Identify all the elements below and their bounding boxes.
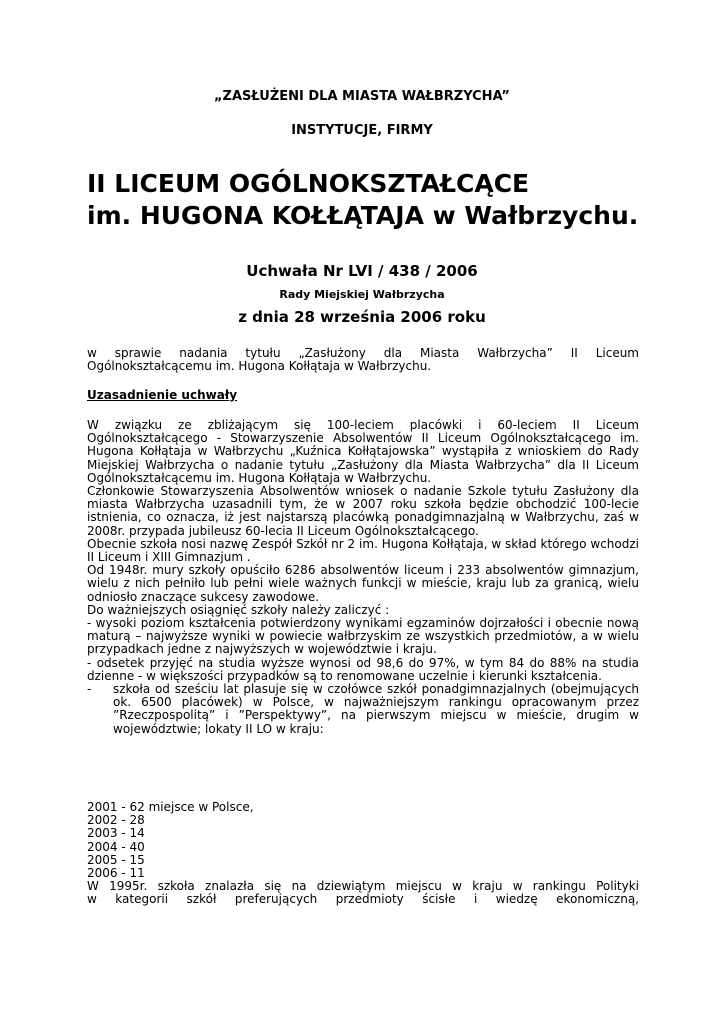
- section-heading: Uzasadnienie uchwały: [87, 388, 238, 402]
- document-title: [87, 168, 638, 232]
- ranking-line: 2002 - 28: [87, 813, 145, 828]
- title-line-2: im. HUGONA KOŁŁĄTAJA w Wałbrzychu.: [87, 201, 639, 230]
- list-marker: -: [87, 682, 92, 697]
- title-line-1: II LICEUM OGÓLNOKSZTAŁCĄCE: [87, 169, 530, 198]
- header-subtitle: INSTYTUCJE, FIRMY: [291, 123, 433, 138]
- paragraph: Od 1948r. mury szkoły opuściło 6286 absolwentów liceum i 233 absolwentów gimnazjum, wielu z nich pełniło lub pełni wiele ważnych funkcji w mieście, kraju lub za granicą, wielu odniosło znaczące sukcesy zawodowe.: [87, 563, 639, 604]
- ranking-line: 2003 - 14: [87, 826, 145, 841]
- ranking-line: 2005 - 15: [87, 852, 145, 867]
- intro-paragraph: w sprawie nadania tytułu „Zasłużony dla Miasta Wałbrzycha” II Liceum Ogólnokształcącemu im. Hugona Kołłątaja w Wałbrzychu.: [87, 346, 639, 374]
- justification-text: [87, 419, 639, 736]
- rankings-list: [87, 801, 639, 907]
- ranking-line: 2006 - 11: [87, 866, 145, 881]
- resolution-date: z dnia 28 września 2006 roku: [238, 308, 486, 326]
- closing-line: W 1995r. szkoła znalazła się na dziewiątym miejscu w kraju w rankingu Polityki: [87, 879, 639, 894]
- ranking-line: 2001 - 62 miejsce w Polsce,: [87, 800, 254, 814]
- header-title: „ZASŁUŻENI DLA MIASTA WAŁBRZYCHA”: [214, 89, 510, 104]
- list-item-text: szkoła od sześciu lat plasuje się w czołówce szkół ponadgimnazjalnych (obejmujących ok. 6500 placówek) w Polsce, w najważniejszym rankingu opracowanym przez ”Rzeczpospolitą” i ”Perspektywy”, na pierwszym miejscu w mieście, drugim w województwie; lokaty II LO w kraju:: [113, 682, 639, 736]
- paragraph: W związku ze zbliżającym się 100-leciem placówki i 60-leciem II Liceum Ogólnokształcącego - Stowarzyszenie Absolwentów II Liceum Ogólnokształcącego im. Hugona Kołłątaja w Wałbrzychu „Kuźnica Kołłątajowska” wystąpiła z wnioskiem do Rady Miejskiej Wałbrzycha o nadanie tytułu „Zasłużony dla Miasta Wałbrzycha” dla II Liceum Ogólnokształcącemu im. Hugona Kołłątaja w Wałbrzychu.: [87, 418, 639, 485]
- paragraph: - odsetek przyjęć na studia wyższe wynosi od 98,6 do 97%, w tym 84 do 88% na studia dzienne - w większości przypadków są to renomowane uczelnie i kierunki kształcenia.: [87, 655, 639, 683]
- ranking-line: 2004 - 40: [87, 839, 145, 854]
- paragraph: Członkowie Stowarzyszenia Absolwentów wniosek o nadanie Szkole tytułu Zasłużony dla miasta Wałbrzycha uzasadnili tym, że w 2007 roku szkoła będzie obchodzić 100-lecie istnienia, co oznacza, iż jest najstarszą placówką ponadgimnazjalną w Wałbrzychu, zaś w 2008r. przypada jubileusz 60-lecia II Liceum Ogólnokształcącego.: [87, 484, 639, 538]
- paragraph: Obecnie szkoła nosi nazwę Zespół Szkół nr 2 im. Hugona Kołłątaja, w skład którego wchodzi II Liceum i XIII Gimnazjum .: [87, 536, 639, 565]
- closing-line: w kategorii szkół preferujących przedmioty ścisłe i wiedzę ekonomiczną,: [87, 892, 639, 907]
- resolution-number: Uchwała Nr LVI / 438 / 2006: [246, 262, 478, 280]
- paragraph: - wysoki poziom kształcenia potwierdzony wynikami egzaminów dojrzałości i obecnie nową maturą – najwyższe wyniki w powiecie wałbrzyskim ze wszystkich przedmiotów, a w wielu przypadkach jedne z najwyższych w województwie i kraju.: [87, 616, 639, 657]
- resolution-council: Rady Miejskiej Wałbrzycha: [279, 288, 445, 301]
- indented-list-item: [87, 683, 639, 736]
- paragraph: Do ważniejszych osiągnięć szkoły należy zaliczyć :: [87, 602, 390, 617]
